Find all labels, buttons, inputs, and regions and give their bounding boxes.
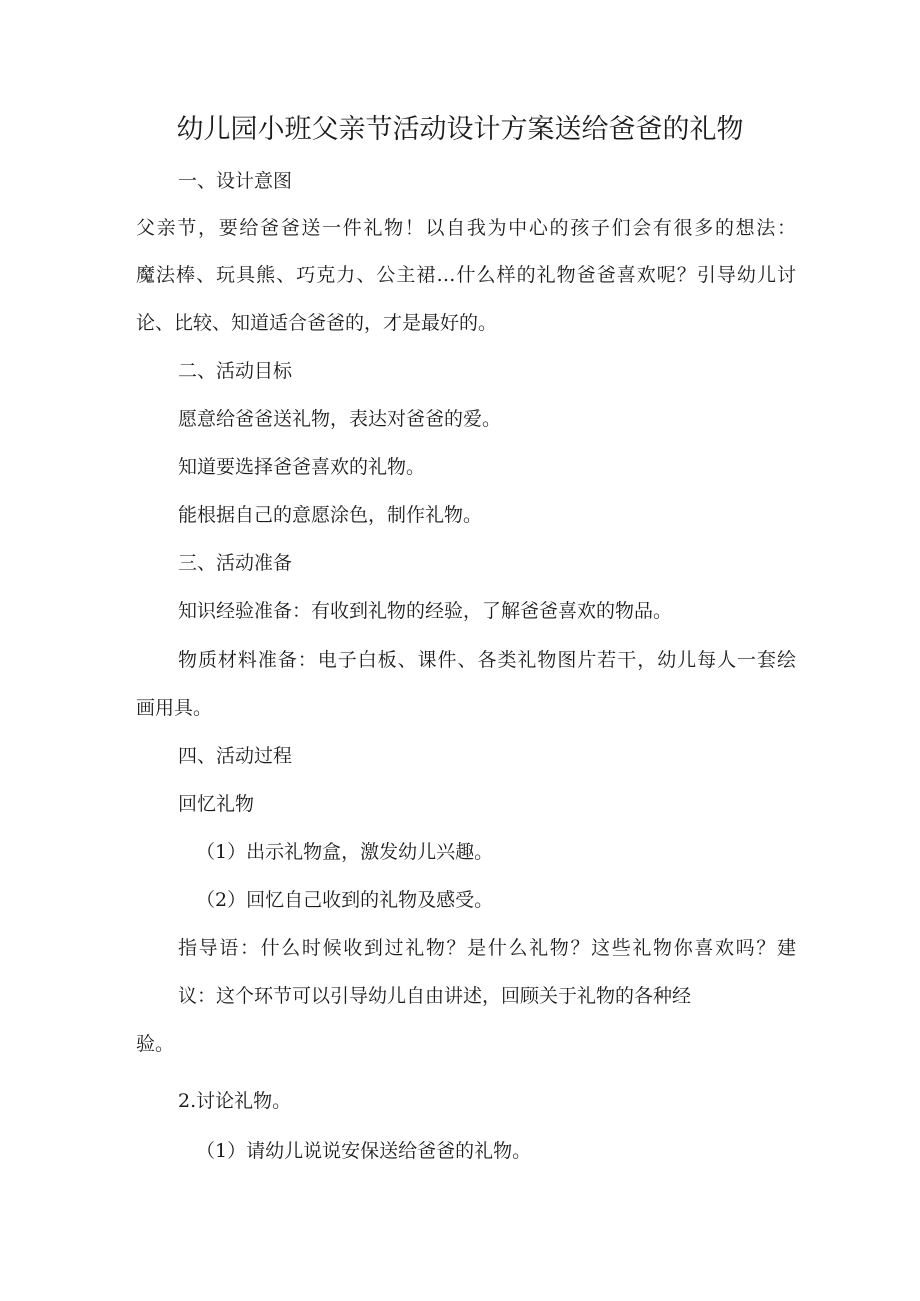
guide-line: 验。	[136, 1033, 175, 1055]
guide-line: 指导语：什么时候收到过礼物？是什么礼物？这些礼物你喜欢吗？建	[178, 937, 796, 959]
step-title: 回忆礼物	[178, 793, 255, 815]
paragraph-line: 父亲节，要给爸爸送一件礼物！以自我为中心的孩子们会有很多的想法：	[136, 217, 796, 239]
step-item: （2）回忆自己收到的礼物及感受。	[196, 889, 494, 911]
section-heading-process: 四、活动过程	[178, 745, 293, 767]
step-item: （1）出示礼物盒，激发幼儿兴趣。	[196, 841, 494, 863]
step-title: 2.讨论礼物。	[178, 1090, 292, 1112]
document-title: 幼儿园小班父亲节活动设计方案送给爸爸的礼物	[176, 114, 744, 145]
guide-line: 议：这个环节可以引导幼儿自由讲述，回顾关于礼物的各种经	[178, 985, 692, 1007]
goal-item: 能根据自己的意愿涂色，制作礼物。	[178, 504, 483, 526]
goal-item: 知道要选择爸爸喜欢的礼物。	[178, 456, 426, 478]
paragraph-line: 魔法棒、玩具熊、巧克力、公主裙…什么样的礼物爸爸喜欢呢？引导幼儿讨	[136, 264, 796, 286]
section-heading-preparation: 三、活动准备	[178, 552, 293, 574]
prep-knowledge: 知识经验准备：有收到礼物的经验，了解爸爸喜欢的物品。	[178, 600, 673, 622]
prep-material-line: 物质材料准备：电子白板、课件、各类礼物图片若干，幼儿每人一套绘	[178, 649, 796, 671]
prep-material-line: 画用具。	[136, 697, 213, 719]
section-heading-design-intent: 一、设计意图	[178, 170, 293, 192]
paragraph-line: 论、比较、知道适合爸爸的，才是最好的。	[136, 312, 498, 334]
section-heading-goals: 二、活动目标	[178, 360, 293, 382]
step-item: （1）请幼儿说说安保送给爸爸的礼物。	[196, 1140, 532, 1162]
goal-item: 愿意给爸爸送礼物，表达对爸爸的爱。	[178, 408, 502, 430]
